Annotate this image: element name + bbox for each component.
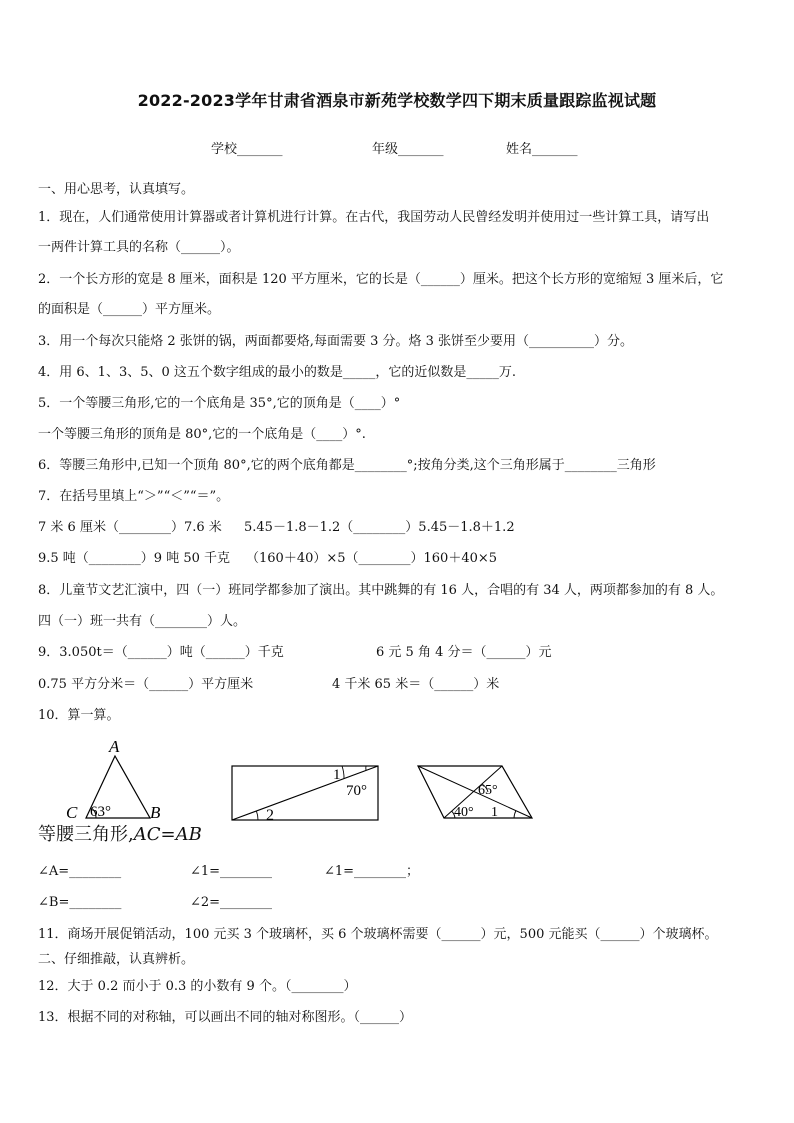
question-11: 11．商场开展促销活动，100 元买 3 个玻璃杯，买 6 个玻璃杯需要（______）元，500 元能买（______）个玻璃杯。 [38, 927, 718, 942]
angle-arc-1 [342, 766, 344, 779]
question-6: 6．等腰三角形中,已知一个顶角 80°,它的两个底角都是________°;按角分类,这个三角形属于________三角形 [38, 458, 656, 473]
question-2-line-1: 2．一个长方形的宽是 8 厘米，面积是 120 平方厘米，它的长是（______）厘米。把这个长方形的宽缩短 3 厘米后，它 [38, 272, 724, 287]
question-9-item-3: 0.75 平方分米＝（______）平方厘米 [38, 677, 254, 692]
question-7-item-2: 5.45－1.8－1.2（________）5.45－1.8＋1.2 [244, 520, 515, 535]
figure-parallelogram [414, 762, 536, 824]
section-2-heading: 二、仔细推敲，认真辨析。 [38, 952, 195, 967]
parallelogram-diagonal-1 [418, 766, 532, 818]
grade-field[interactable]: 年级_______ [372, 142, 444, 157]
caption-text: 等腰三角形, [38, 824, 134, 845]
question-9-item-2: 6 元 5 角 4 分＝（______）元 [376, 645, 552, 660]
question-1-line-2: 一两件计算工具的名称（______）。 [38, 240, 240, 255]
question-5-line-2: 一个等腰三角形的顶角是 80°,它的一个底角是（____）°. [38, 427, 366, 442]
question-7-stem: 7．在括号里填上“＞”“＜”“＝”。 [38, 489, 230, 504]
angle-arc-1-parallelogram [514, 811, 516, 819]
answer-angle-1-parallelogram[interactable]: ∠1=________； [324, 864, 420, 879]
angle-label-65: 65° [478, 783, 498, 798]
question-10-stem: 10．算一算。 [38, 708, 120, 723]
question-8-line-2: 四（一）班一共有（________）人。 [38, 614, 247, 629]
angle-label-1: 1 [333, 767, 341, 783]
question-13: 13．根据不同的对称轴，可以画出不同的轴对称图形。（______） [38, 1010, 413, 1025]
vertex-label-b: B [150, 803, 161, 822]
question-7-item-3: 9.5 吨（________）9 吨 50 千克 [38, 551, 231, 566]
angle-label-70: 70° [346, 783, 367, 799]
figure-isosceles-triangle [60, 738, 180, 824]
name-field[interactable]: 姓名_______ [506, 142, 578, 157]
question-2-line-2: 的面积是（______）平方厘米。 [38, 302, 221, 317]
angle-label-40: 40° [454, 805, 474, 820]
answer-angle-a[interactable]: ∠A=________ [38, 864, 122, 879]
question-8-line-1: 8．儿童节文艺汇演中，四（一）班同学都参加了演出。其中跳舞的有 16 人，合唱的有 34 人，两项都参加的有 8 人。 [38, 583, 724, 598]
question-3: 3．用一个每次只能烙 2 张饼的锅，两面都要烙,每面需要 3 分。烙 3 张饼至少要用（__________）分。 [38, 334, 634, 349]
question-4: 4．用 6、1、3、5、0 这五个数字组成的最小的数是_____，它的近似数是_____万. [38, 365, 517, 380]
question-5-line-1: 5．一个等腰三角形,它的一个底角是 35°,它的顶角是（____）° [38, 396, 401, 411]
page-title: 2022-2023学年甘肃省酒泉市新苑学校数学四下期末质量跟踪监视试题 [137, 91, 657, 110]
answer-angle-1-rectangle[interactable]: ∠1=________ [190, 864, 273, 879]
section-1-heading: 一、用心思考，认真填写。 [38, 182, 195, 197]
school-field[interactable]: 学校_______ [211, 142, 283, 157]
question-9-item-1: 9．3.050t＝（______）吨（______）千克 [38, 645, 284, 660]
angle-label-1-parallelogram: 1 [491, 805, 498, 820]
angle-label-63: 63° [90, 804, 111, 820]
figure-rectangle [228, 762, 384, 824]
vertex-label-a: A [109, 738, 120, 756]
vertex-label-c: C [66, 803, 78, 822]
angle-label-2: 2 [266, 807, 274, 824]
question-9-item-4: 4 千米 65 米＝（______）米 [332, 677, 500, 692]
figure-1-caption [38, 824, 202, 846]
answer-angle-2[interactable]: ∠2=________ [190, 895, 273, 910]
question-1-line-1: 1．现在，人们通常使用计算器或者计算机进行计算。在古代，我国劳动人民曾经发明并使用过一些计算工具，请写出 [38, 210, 710, 225]
question-7-item-4: （160＋40）×5（________）160＋40×5 [246, 551, 498, 566]
question-12: 12．大于 0.2 而小于 0.3 的小数有 9 个。（________） [38, 979, 357, 994]
angle-arc-2 [256, 811, 258, 820]
caption-expression: AC=AB [133, 824, 202, 845]
answer-angle-b[interactable]: ∠B=________ [38, 895, 122, 910]
question-7-item-1: 7 米 6 厘米（________）7.6 米 [38, 520, 222, 535]
